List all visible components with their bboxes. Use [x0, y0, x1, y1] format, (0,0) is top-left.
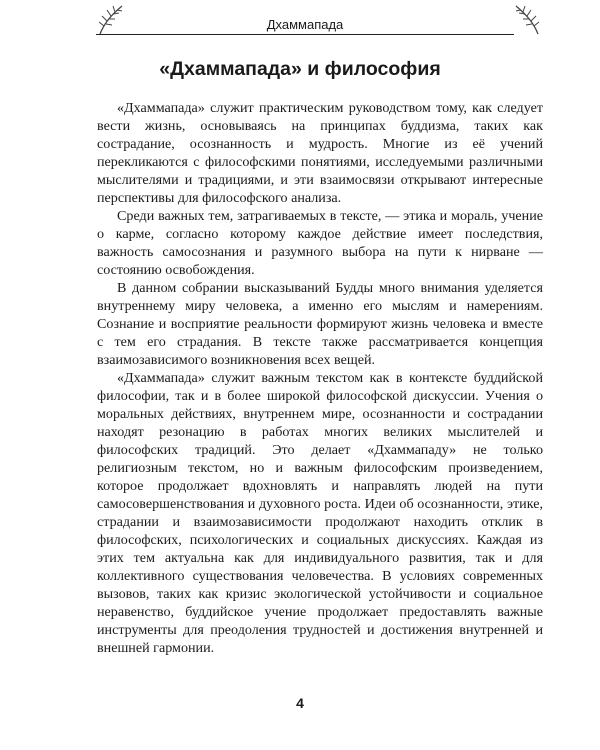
paragraph: «Дхаммапада» служит практическим руководством тому, как следует вести жизнь, основываясь на принципах буддизма, таких как сострадание, осознанность и мудрость. Многие из её учений перекликаются с философскими понятиями, исследуемыми различными мыслителями и традициями, и эти взаимосвязи открывают интересные перспективы для философского анализа.	[97, 100, 543, 206]
chapter-title: «Дхаммапада» и философия	[159, 58, 441, 80]
running-title: Дхаммапада	[266, 17, 344, 32]
fern-ornament-icon	[96, 2, 126, 36]
body-text	[97, 99, 543, 657]
paragraph: В данном собрании высказываний Будды много внимания уделяется внутреннему миру человека, а именно его мыслям и намерениям. Сознание и восприятие реальности формируют жизнь человека и вместе с тем его страдания. В тексте также рассматривается концепция взаимозависимого возникновения всех вещей.	[97, 280, 543, 368]
header-rule	[96, 34, 514, 35]
paragraph: «Дхаммапада» служит важным текстом как в контексте буддийской философии, так и в более широкой философской дискуссии. Учения о моральных действиях, внутреннем мире, осознанности и сострадании находят резонацию в работах многих великих мыслителей и философских традиций. Это делает «Дхаммападу» не только религиозным текстом, но и важным философским произведением, которое продолжает вдохновлять и направлять людей на пути самосовершенствования и духовного роста. Идеи об осознанности, этике, страдании и взаимозависимости продолжают находить отклик в философских, психологических и социальных дискуссиях. Каждая из этих тем актуальна как для индивидуального развития, так и для коллективного существования человечества. В условиях современных вызовов, таких как кризис экологической устойчивости и социальное неравенство, буддийское учение продолжает предоставлять важные инструменты для преодоления трудностей и достижения внутренней и внешней гармонии.	[97, 370, 543, 656]
paragraph: Среди важных тем, затрагиваемых в тексте, — этика и мораль, учение о карме, согласно которому каждое действие имеет последствия, важность самосознания и разумного выбора на пути к нирване — состоянию освобождения.	[97, 208, 543, 278]
page-number: 4	[296, 695, 304, 711]
running-header	[96, 12, 514, 36]
fern-ornament-icon	[512, 2, 542, 36]
